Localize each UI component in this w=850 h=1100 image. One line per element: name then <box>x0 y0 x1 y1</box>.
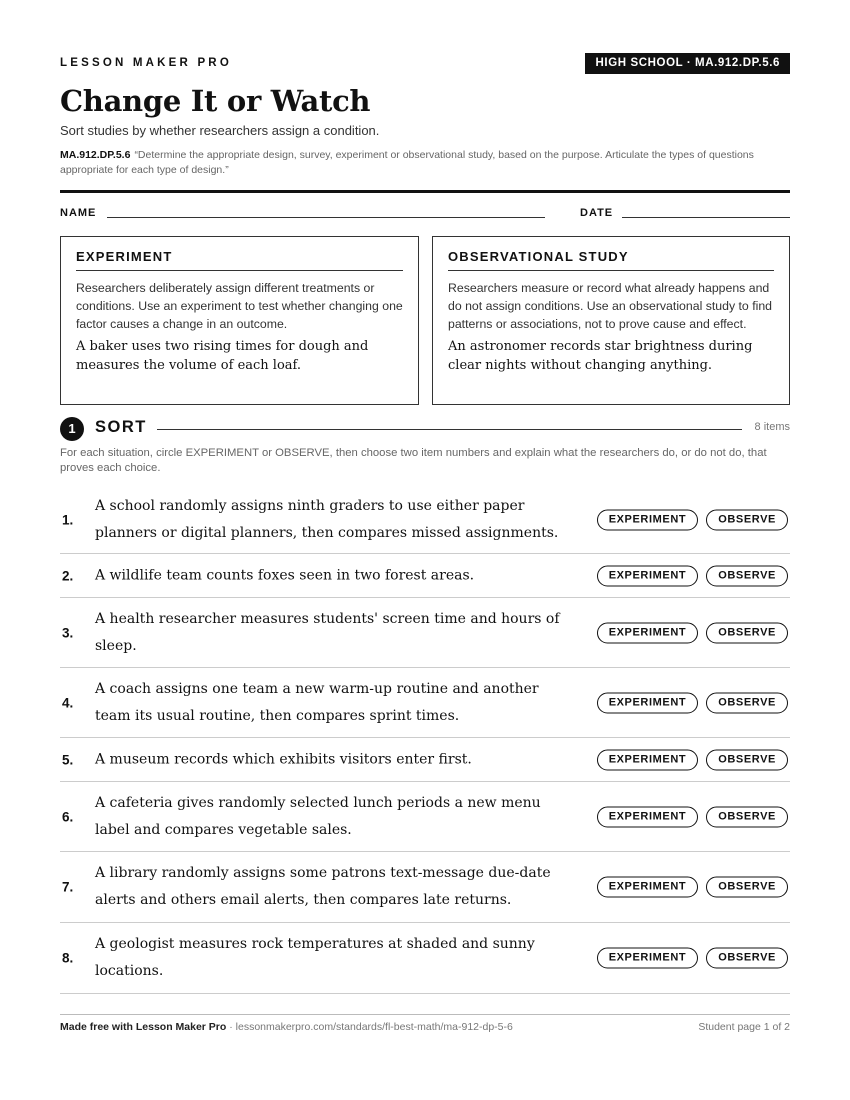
header-divider <box>60 190 790 193</box>
list-item <box>60 486 790 554</box>
item-number: 2. <box>62 568 74 583</box>
list-item <box>60 554 790 598</box>
footer-url[interactable]: · lessonmakerpro.com/standards/fl-best-math/ma-912-dp-5-6 <box>226 1021 513 1033</box>
experiment-definition-title: EXPERIMENT <box>76 249 403 271</box>
section-number-badge: 1 <box>60 417 84 441</box>
observe-choice[interactable]: OBSERVE <box>706 749 788 770</box>
item-text: A wildlife team counts foxes seen in two forest areas. <box>95 567 475 583</box>
observational-definition-box <box>432 236 790 405</box>
experiment-choice[interactable]: EXPERIMENT <box>597 749 699 770</box>
choice-group <box>597 877 788 898</box>
experiment-choice[interactable]: EXPERIMENT <box>597 948 699 969</box>
observe-choice[interactable]: OBSERVE <box>706 948 788 969</box>
choice-group <box>597 509 788 530</box>
observational-definition-text: Researchers measure or record what already happens and do not assign conditions. Use an observational study to find patterns or associations, not to prove cause and effect. <box>448 281 773 331</box>
standard-description <box>60 148 790 178</box>
experiment-choice[interactable]: EXPERIMENT <box>597 622 699 643</box>
footer-made-with: Made free with Lesson Maker Pro <box>60 1021 227 1033</box>
observational-definition-title: OBSERVATIONAL STUDY <box>448 249 774 271</box>
item-number: 3. <box>62 625 74 640</box>
item-text: A health researcher measures students' screen time and hours of sleep. <box>95 610 560 654</box>
choice-group <box>597 806 788 827</box>
observe-choice[interactable]: OBSERVE <box>706 692 788 713</box>
standard-text: “Determine the appropriate design, survey, experiment or observational study, based on the purpose. Articulate the types of questions appropriate for each type of design.” <box>60 149 754 176</box>
section-item-count: 8 items <box>754 421 790 433</box>
experiment-definition-text: Researchers deliberately assign different treatments or conditions. Use an experiment to test whether changing one factor causes a change in an outcome. <box>76 281 403 331</box>
list-item <box>60 782 790 852</box>
list-item <box>60 668 790 738</box>
experiment-choice[interactable]: EXPERIMENT <box>597 692 699 713</box>
footer-credit <box>60 1021 513 1033</box>
experiment-choice[interactable]: EXPERIMENT <box>597 806 699 827</box>
choice-group <box>597 692 788 713</box>
list-item <box>60 852 790 923</box>
date-field[interactable] <box>622 217 790 218</box>
item-number: 7. <box>62 879 74 895</box>
name-label: NAME <box>60 207 97 219</box>
item-text: A coach assigns one team a new warm-up routine and another team its usual routine, then compares sprint times. <box>95 680 539 724</box>
item-text: A cafeteria gives randomly selected lunch periods a new menu label and compares vegetable sales. <box>95 794 541 838</box>
observe-choice[interactable]: OBSERVE <box>706 622 788 643</box>
choice-group <box>597 749 788 770</box>
item-number: 5. <box>62 752 74 767</box>
observe-choice[interactable]: OBSERVE <box>706 877 788 898</box>
item-number: 8. <box>62 950 74 966</box>
choice-group <box>597 565 788 586</box>
grade-standard-badge: HIGH SCHOOL · MA.912.DP.5.6 <box>585 53 791 74</box>
item-text: A library randomly assigns some patrons text-message due-date alerts and others email alerts, then compares late returns. <box>95 865 551 908</box>
list-item <box>60 598 790 668</box>
item-number: 1. <box>62 512 74 527</box>
item-text: A museum records which exhibits visitors enter first. <box>95 751 472 767</box>
page-subtitle: Sort studies by whether researchers assign a condition. <box>60 123 380 138</box>
name-field[interactable] <box>107 217 545 218</box>
footer-page-number: Student page 1 of 2 <box>698 1021 790 1033</box>
item-number: 4. <box>62 695 74 710</box>
brand-name: LESSON MAKER PRO <box>60 57 232 69</box>
choice-group <box>597 622 788 643</box>
list-item <box>60 923 790 994</box>
date-label: DATE <box>580 207 614 219</box>
observational-example: An astronomer records star brightness during clear nights without changing anything. <box>448 339 753 373</box>
observe-choice[interactable]: OBSERVE <box>706 509 788 530</box>
item-number: 6. <box>62 809 74 824</box>
experiment-example: A baker uses two rising times for dough and measures the volume of each loaf. <box>76 339 369 373</box>
section-title: SORT <box>95 418 147 436</box>
observe-choice[interactable]: OBSERVE <box>706 806 788 827</box>
experiment-choice[interactable]: EXPERIMENT <box>597 877 699 898</box>
section-instructions: For each situation, circle EXPERIMENT or OBSERVE, then choose two item numbers and explain what the researchers do, or do not do, that proves each choice. <box>60 447 767 474</box>
sort-items-list <box>60 486 790 994</box>
list-item <box>60 738 790 782</box>
footer-divider <box>60 1014 790 1015</box>
page-title: Change It or Watch <box>60 84 371 118</box>
item-text: A geologist measures rock temperatures at shaded and sunny locations. <box>95 936 535 979</box>
choice-group <box>597 948 788 969</box>
item-text: A school randomly assigns ninth graders to use either paper planners or digital planners, then compares missed assignments. <box>95 497 559 541</box>
experiment-choice[interactable]: EXPERIMENT <box>597 509 699 530</box>
standard-code: MA.912.DP.5.6 <box>60 149 131 161</box>
experiment-definition-box <box>60 236 419 405</box>
observe-choice[interactable]: OBSERVE <box>706 565 788 586</box>
section-rule <box>157 429 742 430</box>
experiment-choice[interactable]: EXPERIMENT <box>597 565 699 586</box>
worksheet-page <box>60 0 790 1100</box>
